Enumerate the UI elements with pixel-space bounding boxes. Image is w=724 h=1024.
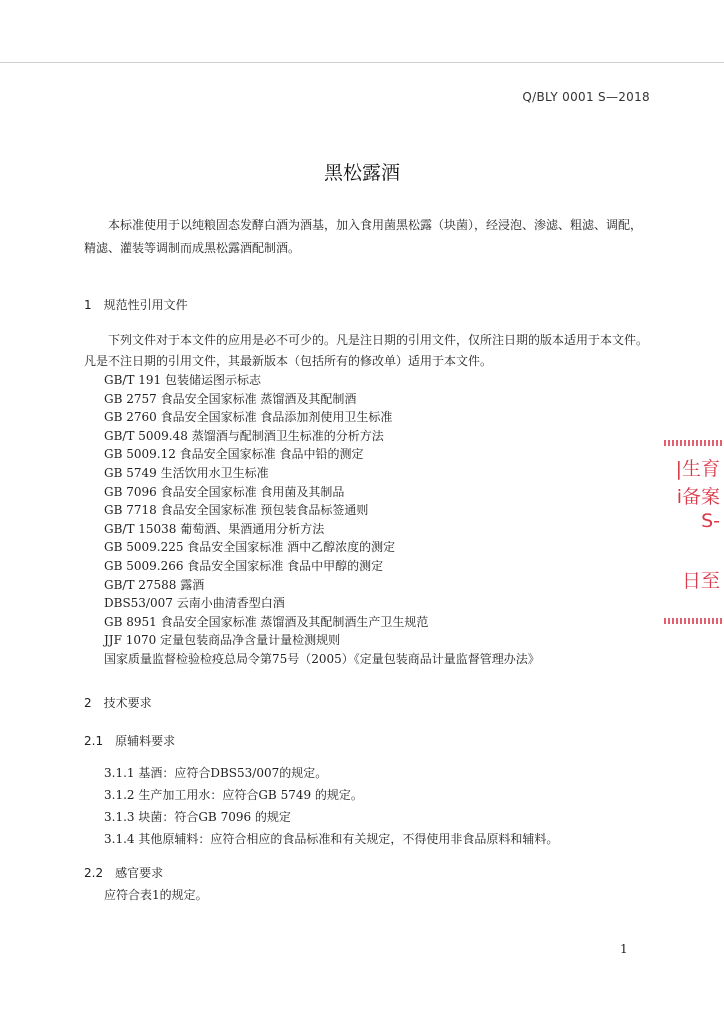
- registration-stamp: [660, 440, 724, 626]
- reference-item: GB 5009.266 食品安全国家标准 食品中甲醇的测定: [104, 558, 384, 573]
- stamp-border-bottom: [664, 618, 724, 624]
- reference-item: 国家质量监督检验检疫总局令第75号（2005）《定量包装商品计量监督管理办法》: [104, 651, 540, 666]
- reference-item: GB 8951 食品安全国家标准 蒸馏酒及其配制酒生产卫生规范: [104, 614, 429, 629]
- standard-code: Q/BLY 0001 S—2018: [522, 90, 650, 104]
- reference-item: GB 5009.225 食品安全国家标准 酒中乙醇浓度的测定: [104, 540, 396, 555]
- reference-item: GB 2760 食品安全国家标准 食品添加剂使用卫生标准: [104, 410, 393, 425]
- document-title: 黑松露酒: [323, 162, 400, 184]
- requirement-item: 3.1.4 其他原辅料：应符合相应的食品标准和有关规定，不得使用非食品原料和辅料。: [104, 832, 559, 846]
- sensory-requirement-text: 应符合表1的规定。: [104, 888, 208, 902]
- section-1-paragraph: 下列文件对于本文件的应用是必不可少的。凡是注日期的引用文件，仅所注日期的版本适用于本文件。凡是不注日期的引用文件，其最新版本（包括所有的修改单）适用于本文件。: [84, 333, 649, 368]
- reference-list: [104, 371, 540, 669]
- reference-item: JJF 1070 定量包装商品净含量计量检测规则: [104, 633, 341, 648]
- reference-item: GB 2757 食品安全国家标准 蒸馏酒及其配制酒: [104, 391, 357, 406]
- reference-item: GB 7718 食品安全国家标准 预包装食品标签通则: [104, 503, 369, 518]
- stamp-text-line: i备案: [676, 486, 720, 508]
- reference-item: DBS53/007 云南小曲清香型白酒: [104, 596, 285, 611]
- section-2-heading: 2 技术要求: [84, 696, 152, 710]
- section-2-2-heading: 2.2 感官要求: [84, 866, 164, 880]
- reference-item: GB/T 27588 露酒: [104, 577, 205, 592]
- reference-item: GB 5749 生活饮用水卫生标准: [104, 465, 269, 480]
- stamp-text-line: |生育: [675, 458, 720, 480]
- page-number: 1: [620, 942, 628, 956]
- requirement-item: 3.1.1 基酒：应符合DBS53/007的规定。: [104, 766, 328, 780]
- stamp-text-line: S-: [701, 510, 720, 532]
- stamp-border-top: [664, 440, 724, 446]
- reference-item: GB/T 5009.48 蒸馏酒与配制酒卫生标准的分析方法: [104, 428, 384, 443]
- intro-paragraph: 本标准使用于以纯粮固态发酵白酒为酒基，加入食用菌黑松露（块菌），经浸泡、渗滤、粗滤、调配，精滤、灌装等调制而成黑松露酒配制酒。: [84, 218, 643, 255]
- requirement-item: 3.1.3 块菌：符合GB 7096 的规定: [104, 810, 291, 824]
- section-1-heading: 1 规范性引用文件: [84, 298, 188, 312]
- stamp-text-line: 日至: [681, 570, 720, 592]
- requirement-item: 3.1.2 生产加工用水：应符合GB 5749 的规定。: [104, 788, 363, 802]
- reference-item: GB 7096 食品安全国家标准 食用菌及其制品: [104, 484, 345, 499]
- reference-item: GB 5009.12 食品安全国家标准 食品中铅的测定: [104, 447, 364, 462]
- section-2-1-heading: 2.1 原辅料要求: [84, 734, 176, 748]
- reference-item: GB/T 191 包装储运图示标志: [104, 373, 261, 387]
- scan-edge-line: [0, 62, 724, 63]
- reference-item: GB/T 15038 葡萄酒、果酒通用分析方法: [104, 521, 325, 536]
